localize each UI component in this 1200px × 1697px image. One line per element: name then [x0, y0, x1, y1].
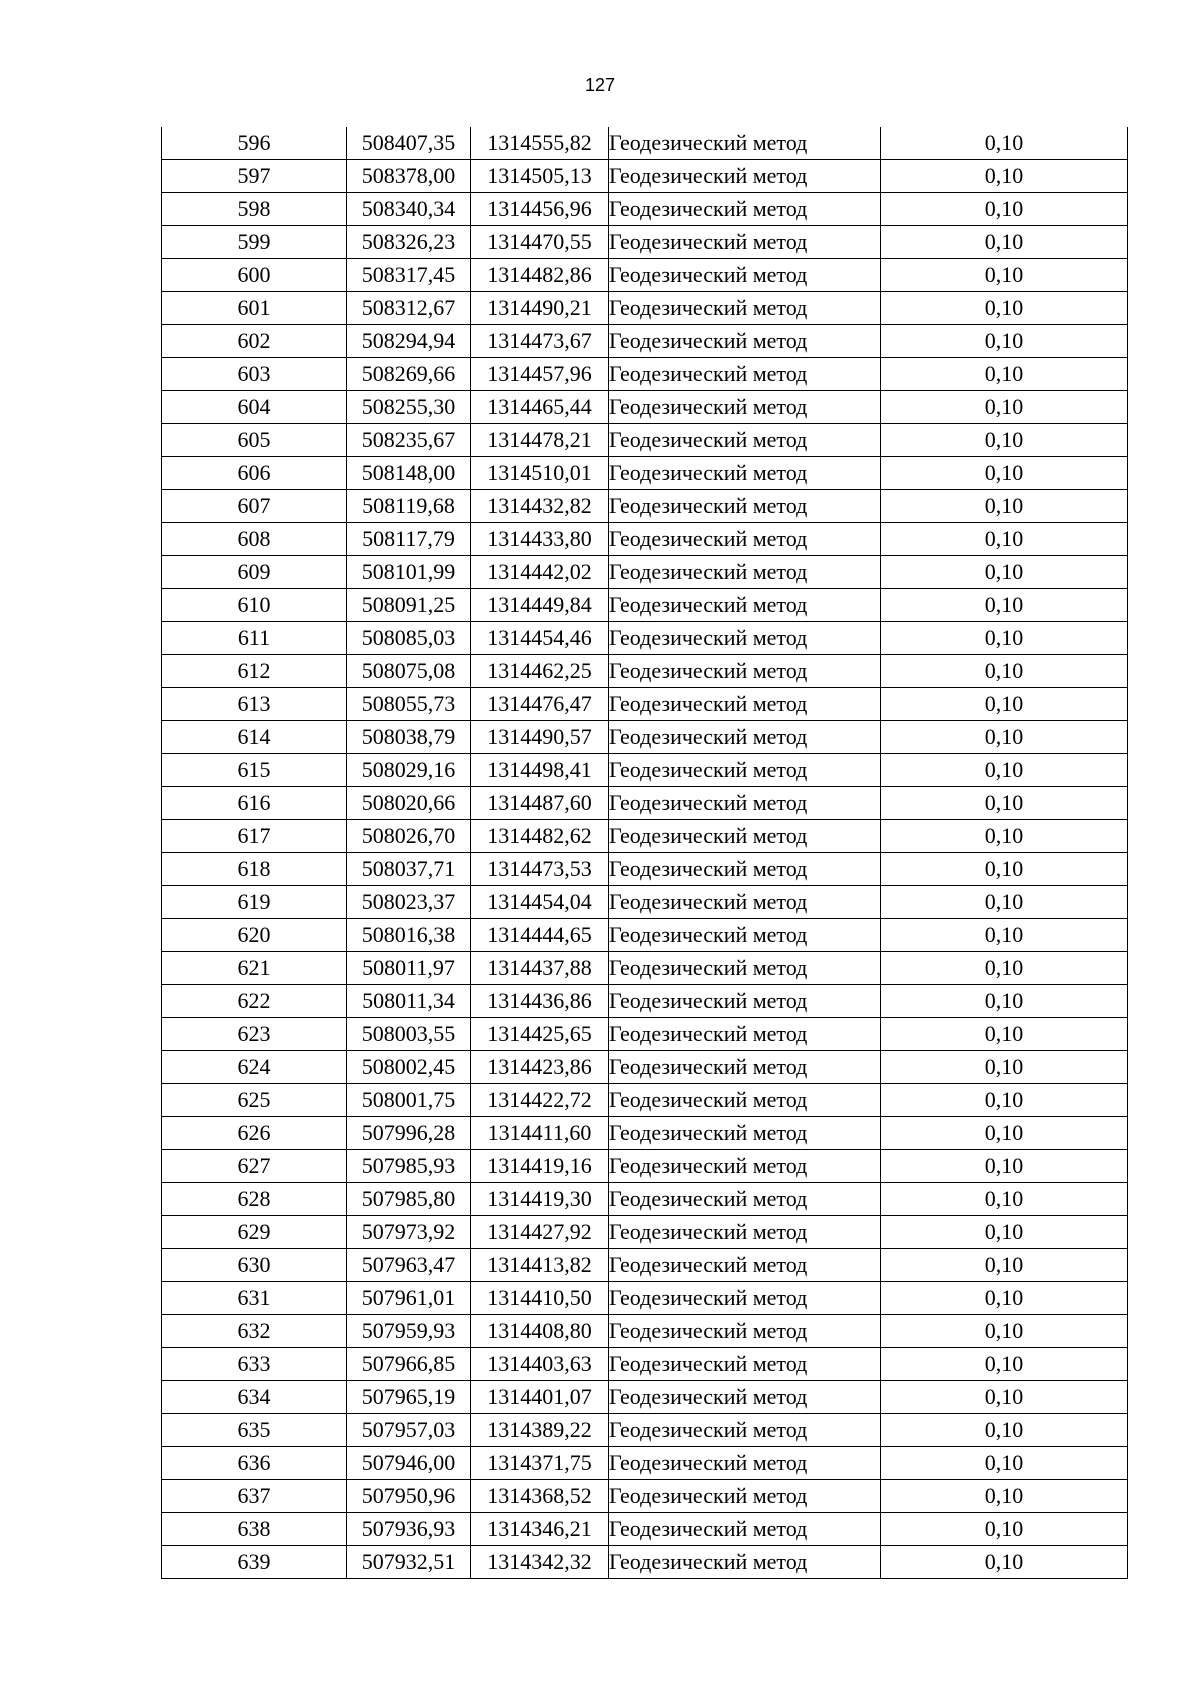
accuracy-cell: 0,10 [881, 919, 1128, 952]
x-coordinate-cell: 508075,08 [347, 655, 471, 688]
x-coordinate-cell: 507963,47 [347, 1249, 471, 1282]
x-coordinate-cell: 508378,00 [347, 160, 471, 193]
table-row [162, 1315, 1128, 1348]
x-coordinate-cell: 508003,55 [347, 1018, 471, 1051]
y-coordinate-cell: 1314403,63 [471, 1348, 609, 1381]
point-number-cell: 613 [162, 688, 347, 721]
point-number-cell: 635 [162, 1414, 347, 1447]
y-coordinate-cell: 1314482,86 [471, 259, 609, 292]
y-coordinate-cell: 1314419,30 [471, 1183, 609, 1216]
method-cell: Геодезический метод [609, 589, 881, 622]
table-row [162, 1084, 1128, 1117]
accuracy-cell: 0,10 [881, 1447, 1128, 1480]
x-coordinate-cell: 508101,99 [347, 556, 471, 589]
y-coordinate-cell: 1314368,52 [471, 1480, 609, 1513]
table-row [162, 325, 1128, 358]
point-number-cell: 636 [162, 1447, 347, 1480]
method-cell: Геодезический метод [609, 1018, 881, 1051]
x-coordinate-cell: 508407,35 [347, 127, 471, 160]
table-row [162, 754, 1128, 787]
accuracy-cell: 0,10 [881, 1381, 1128, 1414]
point-number-cell: 623 [162, 1018, 347, 1051]
method-cell: Геодезический метод [609, 358, 881, 391]
accuracy-cell: 0,10 [881, 1348, 1128, 1381]
x-coordinate-cell: 507973,92 [347, 1216, 471, 1249]
x-coordinate-cell: 507985,80 [347, 1183, 471, 1216]
x-coordinate-cell: 507936,93 [347, 1513, 471, 1546]
table-row [162, 589, 1128, 622]
accuracy-cell: 0,10 [881, 820, 1128, 853]
method-cell: Геодезический метод [609, 1249, 881, 1282]
table-row [162, 259, 1128, 292]
point-number-cell: 624 [162, 1051, 347, 1084]
method-cell: Геодезический метод [609, 1216, 881, 1249]
accuracy-cell: 0,10 [881, 622, 1128, 655]
accuracy-cell: 0,10 [881, 325, 1128, 358]
accuracy-cell: 0,10 [881, 1546, 1128, 1579]
accuracy-cell: 0,10 [881, 1084, 1128, 1117]
point-number-cell: 599 [162, 226, 347, 259]
x-coordinate-cell: 508117,79 [347, 523, 471, 556]
point-number-cell: 618 [162, 853, 347, 886]
method-cell: Геодезический метод [609, 259, 881, 292]
method-cell: Геодезический метод [609, 160, 881, 193]
point-number-cell: 625 [162, 1084, 347, 1117]
x-coordinate-cell: 508011,97 [347, 952, 471, 985]
point-number-cell: 626 [162, 1117, 347, 1150]
point-number-cell: 598 [162, 193, 347, 226]
y-coordinate-cell: 1314555,82 [471, 127, 609, 160]
y-coordinate-cell: 1314411,60 [471, 1117, 609, 1150]
accuracy-cell: 0,10 [881, 457, 1128, 490]
y-coordinate-cell: 1314371,75 [471, 1447, 609, 1480]
table-row [162, 160, 1128, 193]
method-cell: Геодезический метод [609, 391, 881, 424]
point-number-cell: 620 [162, 919, 347, 952]
table-row [162, 1150, 1128, 1183]
point-number-cell: 631 [162, 1282, 347, 1315]
accuracy-cell: 0,10 [881, 688, 1128, 721]
y-coordinate-cell: 1314425,65 [471, 1018, 609, 1051]
table-row [162, 1480, 1128, 1513]
x-coordinate-cell: 507932,51 [347, 1546, 471, 1579]
y-coordinate-cell: 1314470,55 [471, 226, 609, 259]
x-coordinate-cell: 508037,71 [347, 853, 471, 886]
table-row [162, 292, 1128, 325]
x-coordinate-cell: 508148,00 [347, 457, 471, 490]
method-cell: Геодезический метод [609, 886, 881, 919]
point-number-cell: 617 [162, 820, 347, 853]
x-coordinate-cell: 508255,30 [347, 391, 471, 424]
x-coordinate-cell: 508026,70 [347, 820, 471, 853]
method-cell: Геодезический метод [609, 1315, 881, 1348]
y-coordinate-cell: 1314401,07 [471, 1381, 609, 1414]
y-coordinate-cell: 1314342,32 [471, 1546, 609, 1579]
accuracy-cell: 0,10 [881, 1480, 1128, 1513]
point-number-cell: 601 [162, 292, 347, 325]
point-number-cell: 637 [162, 1480, 347, 1513]
y-coordinate-cell: 1314465,44 [471, 391, 609, 424]
page-number: 127 [584, 75, 616, 95]
x-coordinate-cell: 507957,03 [347, 1414, 471, 1447]
table-row [162, 1183, 1128, 1216]
x-coordinate-cell: 508235,67 [347, 424, 471, 457]
x-coordinate-cell: 508269,66 [347, 358, 471, 391]
table-row [162, 226, 1128, 259]
table-row [162, 556, 1128, 589]
accuracy-cell: 0,10 [881, 160, 1128, 193]
method-cell: Геодезический метод [609, 721, 881, 754]
table-row [162, 127, 1128, 160]
y-coordinate-cell: 1314476,47 [471, 688, 609, 721]
y-coordinate-cell: 1314410,50 [471, 1282, 609, 1315]
accuracy-cell: 0,10 [881, 358, 1128, 391]
coordinates-table [161, 127, 1128, 1579]
point-number-cell: 615 [162, 754, 347, 787]
y-coordinate-cell: 1314462,25 [471, 655, 609, 688]
x-coordinate-cell: 507996,28 [347, 1117, 471, 1150]
method-cell: Геодезический метод [609, 1480, 881, 1513]
accuracy-cell: 0,10 [881, 226, 1128, 259]
table-row [162, 1513, 1128, 1546]
table-row [162, 1381, 1128, 1414]
accuracy-cell: 0,10 [881, 556, 1128, 589]
accuracy-cell: 0,10 [881, 1216, 1128, 1249]
y-coordinate-cell: 1314433,80 [471, 523, 609, 556]
accuracy-cell: 0,10 [881, 1117, 1128, 1150]
point-number-cell: 612 [162, 655, 347, 688]
table-row [162, 721, 1128, 754]
point-number-cell: 610 [162, 589, 347, 622]
point-number-cell: 634 [162, 1381, 347, 1414]
x-coordinate-cell: 507961,01 [347, 1282, 471, 1315]
accuracy-cell: 0,10 [881, 292, 1128, 325]
accuracy-cell: 0,10 [881, 985, 1128, 1018]
y-coordinate-cell: 1314505,13 [471, 160, 609, 193]
table-row [162, 1051, 1128, 1084]
method-cell: Геодезический метод [609, 952, 881, 985]
method-cell: Геодезический метод [609, 820, 881, 853]
table-row [162, 1249, 1128, 1282]
table-row [162, 1447, 1128, 1480]
point-number-cell: 621 [162, 952, 347, 985]
accuracy-cell: 0,10 [881, 1315, 1128, 1348]
table-row [162, 919, 1128, 952]
accuracy-cell: 0,10 [881, 754, 1128, 787]
accuracy-cell: 0,10 [881, 523, 1128, 556]
method-cell: Геодезический метод [609, 127, 881, 160]
table-row [162, 1018, 1128, 1051]
point-number-cell: 604 [162, 391, 347, 424]
accuracy-cell: 0,10 [881, 1414, 1128, 1447]
table-row [162, 1282, 1128, 1315]
method-cell: Геодезический метод [609, 457, 881, 490]
accuracy-cell: 0,10 [881, 1183, 1128, 1216]
accuracy-cell: 0,10 [881, 391, 1128, 424]
x-coordinate-cell: 508011,34 [347, 985, 471, 1018]
x-coordinate-cell: 508002,45 [347, 1051, 471, 1084]
table-row [162, 424, 1128, 457]
point-number-cell: 606 [162, 457, 347, 490]
accuracy-cell: 0,10 [881, 1249, 1128, 1282]
point-number-cell: 605 [162, 424, 347, 457]
method-cell: Геодезический метод [609, 1381, 881, 1414]
y-coordinate-cell: 1314473,67 [471, 325, 609, 358]
method-cell: Геодезический метод [609, 1051, 881, 1084]
point-number-cell: 619 [162, 886, 347, 919]
table-row [162, 1414, 1128, 1447]
table-row [162, 358, 1128, 391]
table-row [162, 985, 1128, 1018]
y-coordinate-cell: 1314419,16 [471, 1150, 609, 1183]
point-number-cell: 632 [162, 1315, 347, 1348]
method-cell: Геодезический метод [609, 424, 881, 457]
y-coordinate-cell: 1314449,84 [471, 589, 609, 622]
point-number-cell: 633 [162, 1348, 347, 1381]
x-coordinate-cell: 508001,75 [347, 1084, 471, 1117]
method-cell: Геодезический метод [609, 985, 881, 1018]
y-coordinate-cell: 1314346,21 [471, 1513, 609, 1546]
y-coordinate-cell: 1314422,72 [471, 1084, 609, 1117]
accuracy-cell: 0,10 [881, 259, 1128, 292]
y-coordinate-cell: 1314427,92 [471, 1216, 609, 1249]
x-coordinate-cell: 508119,68 [347, 490, 471, 523]
method-cell: Геодезический метод [609, 688, 881, 721]
y-coordinate-cell: 1314487,60 [471, 787, 609, 820]
table-row [162, 490, 1128, 523]
method-cell: Геодезический метод [609, 325, 881, 358]
y-coordinate-cell: 1314510,01 [471, 457, 609, 490]
accuracy-cell: 0,10 [881, 1282, 1128, 1315]
y-coordinate-cell: 1314478,21 [471, 424, 609, 457]
accuracy-cell: 0,10 [881, 127, 1128, 160]
table-row [162, 1216, 1128, 1249]
accuracy-cell: 0,10 [881, 853, 1128, 886]
x-coordinate-cell: 508317,45 [347, 259, 471, 292]
table-row [162, 457, 1128, 490]
point-number-cell: 622 [162, 985, 347, 1018]
y-coordinate-cell: 1314454,46 [471, 622, 609, 655]
method-cell: Геодезический метод [609, 523, 881, 556]
point-number-cell: 596 [162, 127, 347, 160]
x-coordinate-cell: 508091,25 [347, 589, 471, 622]
accuracy-cell: 0,10 [881, 589, 1128, 622]
method-cell: Геодезический метод [609, 193, 881, 226]
table-row [162, 886, 1128, 919]
x-coordinate-cell: 507946,00 [347, 1447, 471, 1480]
x-coordinate-cell: 508055,73 [347, 688, 471, 721]
point-number-cell: 600 [162, 259, 347, 292]
accuracy-cell: 0,10 [881, 787, 1128, 820]
x-coordinate-cell: 508016,38 [347, 919, 471, 952]
accuracy-cell: 0,10 [881, 1513, 1128, 1546]
point-number-cell: 616 [162, 787, 347, 820]
x-coordinate-cell: 507959,93 [347, 1315, 471, 1348]
method-cell: Геодезический метод [609, 292, 881, 325]
y-coordinate-cell: 1314437,88 [471, 952, 609, 985]
method-cell: Геодезический метод [609, 1183, 881, 1216]
y-coordinate-cell: 1314444,65 [471, 919, 609, 952]
table-row [162, 688, 1128, 721]
y-coordinate-cell: 1314436,86 [471, 985, 609, 1018]
point-number-cell: 607 [162, 490, 347, 523]
method-cell: Геодезический метод [609, 919, 881, 952]
table-row [162, 655, 1128, 688]
method-cell: Геодезический метод [609, 655, 881, 688]
table-row [162, 952, 1128, 985]
point-number-cell: 608 [162, 523, 347, 556]
method-cell: Геодезический метод [609, 226, 881, 259]
point-number-cell: 611 [162, 622, 347, 655]
x-coordinate-cell: 507950,96 [347, 1480, 471, 1513]
method-cell: Геодезический метод [609, 556, 881, 589]
table-row [162, 391, 1128, 424]
accuracy-cell: 0,10 [881, 1051, 1128, 1084]
point-number-cell: 629 [162, 1216, 347, 1249]
point-number-cell: 609 [162, 556, 347, 589]
point-number-cell: 603 [162, 358, 347, 391]
method-cell: Геодезический метод [609, 1513, 881, 1546]
point-number-cell: 639 [162, 1546, 347, 1579]
point-number-cell: 628 [162, 1183, 347, 1216]
y-coordinate-cell: 1314490,57 [471, 721, 609, 754]
x-coordinate-cell: 508085,03 [347, 622, 471, 655]
coordinates-table-body [162, 127, 1128, 1579]
table-row [162, 1117, 1128, 1150]
table-row [162, 193, 1128, 226]
x-coordinate-cell: 508020,66 [347, 787, 471, 820]
y-coordinate-cell: 1314457,96 [471, 358, 609, 391]
x-coordinate-cell: 508023,37 [347, 886, 471, 919]
method-cell: Геодезический метод [609, 1348, 881, 1381]
accuracy-cell: 0,10 [881, 424, 1128, 457]
y-coordinate-cell: 1314482,62 [471, 820, 609, 853]
point-number-cell: 638 [162, 1513, 347, 1546]
accuracy-cell: 0,10 [881, 1018, 1128, 1051]
method-cell: Геодезический метод [609, 787, 881, 820]
y-coordinate-cell: 1314490,21 [471, 292, 609, 325]
y-coordinate-cell: 1314408,80 [471, 1315, 609, 1348]
x-coordinate-cell: 508312,67 [347, 292, 471, 325]
y-coordinate-cell: 1314456,96 [471, 193, 609, 226]
table-row [162, 820, 1128, 853]
accuracy-cell: 0,10 [881, 952, 1128, 985]
x-coordinate-cell: 508326,23 [347, 226, 471, 259]
table-row [162, 1546, 1128, 1579]
method-cell: Геодезический метод [609, 1150, 881, 1183]
accuracy-cell: 0,10 [881, 886, 1128, 919]
x-coordinate-cell: 507965,19 [347, 1381, 471, 1414]
method-cell: Геодезический метод [609, 1447, 881, 1480]
accuracy-cell: 0,10 [881, 490, 1128, 523]
table-row [162, 523, 1128, 556]
y-coordinate-cell: 1314389,22 [471, 1414, 609, 1447]
y-coordinate-cell: 1314423,86 [471, 1051, 609, 1084]
point-number-cell: 627 [162, 1150, 347, 1183]
method-cell: Геодезический метод [609, 853, 881, 886]
method-cell: Геодезический метод [609, 1546, 881, 1579]
y-coordinate-cell: 1314432,82 [471, 490, 609, 523]
point-number-cell: 630 [162, 1249, 347, 1282]
accuracy-cell: 0,10 [881, 655, 1128, 688]
table-row [162, 1348, 1128, 1381]
method-cell: Геодезический метод [609, 754, 881, 787]
method-cell: Геодезический метод [609, 490, 881, 523]
method-cell: Геодезический метод [609, 622, 881, 655]
x-coordinate-cell: 508038,79 [347, 721, 471, 754]
x-coordinate-cell: 508294,94 [347, 325, 471, 358]
method-cell: Геодезический метод [609, 1414, 881, 1447]
table-row [162, 853, 1128, 886]
y-coordinate-cell: 1314442,02 [471, 556, 609, 589]
accuracy-cell: 0,10 [881, 721, 1128, 754]
table-row [162, 787, 1128, 820]
method-cell: Геодезический метод [609, 1084, 881, 1117]
point-number-cell: 614 [162, 721, 347, 754]
y-coordinate-cell: 1314473,53 [471, 853, 609, 886]
y-coordinate-cell: 1314454,04 [471, 886, 609, 919]
accuracy-cell: 0,10 [881, 193, 1128, 226]
table-row [162, 622, 1128, 655]
method-cell: Геодезический метод [609, 1117, 881, 1150]
x-coordinate-cell: 508029,16 [347, 754, 471, 787]
accuracy-cell: 0,10 [881, 1150, 1128, 1183]
x-coordinate-cell: 508340,34 [347, 193, 471, 226]
y-coordinate-cell: 1314498,41 [471, 754, 609, 787]
method-cell: Геодезический метод [609, 1282, 881, 1315]
point-number-cell: 597 [162, 160, 347, 193]
point-number-cell: 602 [162, 325, 347, 358]
x-coordinate-cell: 507985,93 [347, 1150, 471, 1183]
x-coordinate-cell: 507966,85 [347, 1348, 471, 1381]
y-coordinate-cell: 1314413,82 [471, 1249, 609, 1282]
